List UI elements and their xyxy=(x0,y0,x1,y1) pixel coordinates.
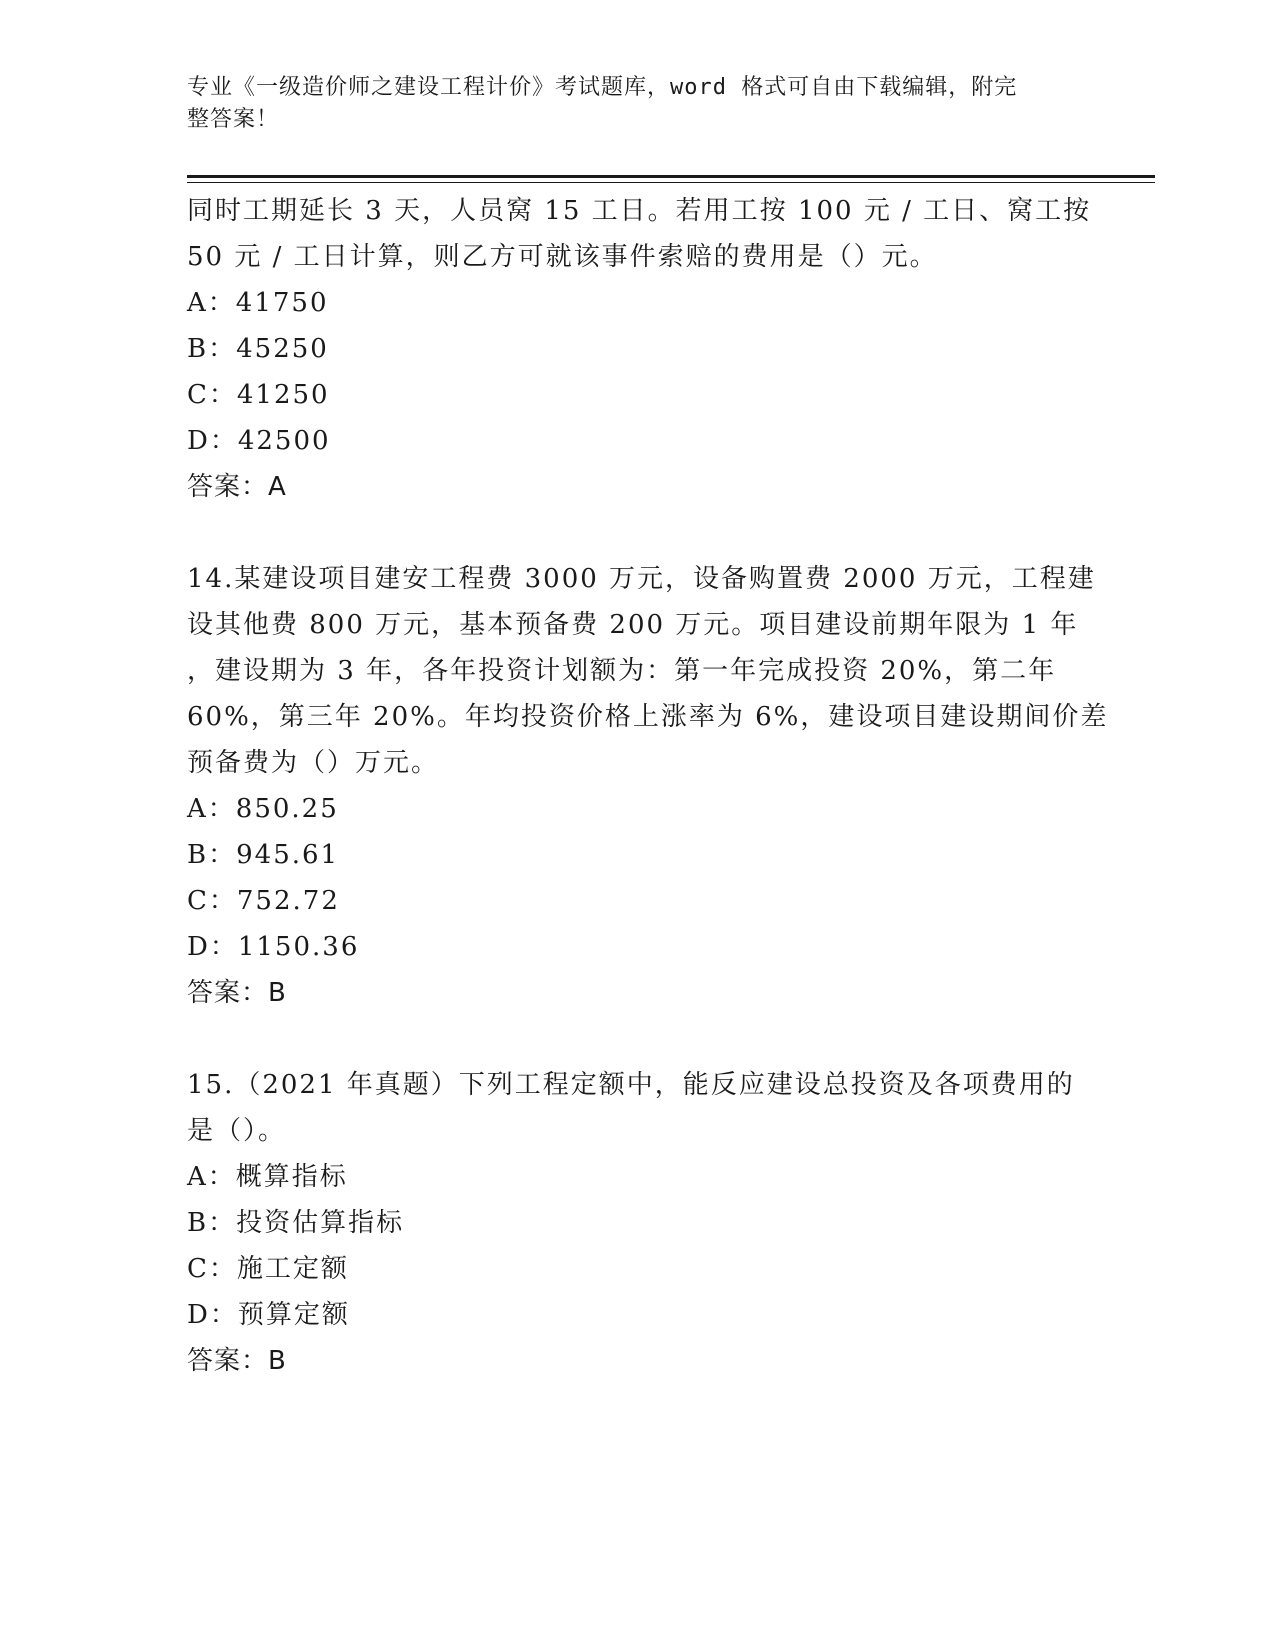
option-d: D：预算定额 xyxy=(187,1300,350,1330)
answer: 答案：A xyxy=(187,472,287,502)
document-header xyxy=(187,72,1067,136)
option-b: B：投资估算指标 xyxy=(187,1208,405,1238)
option-d: D：42500 xyxy=(187,426,331,456)
option-c: C：752.72 xyxy=(187,886,340,916)
question-stem-line: 预备费为（）万元。 xyxy=(187,748,440,778)
spacer xyxy=(187,1016,1087,1062)
header-line-2: 整答案！ xyxy=(187,107,280,132)
question-stem-line: 是（）。 xyxy=(187,1116,287,1146)
option-a: A：850.25 xyxy=(187,794,339,824)
question-15 xyxy=(187,1062,1087,1384)
header-rule-thin xyxy=(187,182,1155,183)
header-line-1: 专业《一级造价师之建设工程计价》考试题库，word 格式可自由下载编辑，附完 xyxy=(187,75,1018,100)
question-13 xyxy=(187,188,1092,510)
option-b: B：45250 xyxy=(187,334,329,364)
question-stem-line: 60%，第三年 20%。年均投资价格上涨率为 6%，建设项目建设期间价差 xyxy=(187,702,1109,732)
option-d: D：1150.36 xyxy=(187,932,360,962)
question-stem-line: 15.（2021 年真题）下列工程定额中，能反应建设总投资及各项费用的 xyxy=(187,1070,1075,1100)
option-a: A：41750 xyxy=(187,288,329,318)
spacer xyxy=(187,510,1087,556)
answer: 答案：B xyxy=(187,978,287,1008)
question-stem-line: 同时工期延长 3 天，人员窝 15 工日。若用工按 100 元 / 工日、窝工按 xyxy=(187,196,1092,226)
document-body xyxy=(187,188,1109,1384)
question-stem-line: 14.某建设项目建安工程费 3000 万元，设备购置费 2000 万元，工程建 xyxy=(187,564,1096,594)
answer: 答案：B xyxy=(187,1346,287,1376)
header-rule-thick xyxy=(187,175,1155,178)
question-stem-line: 50 元 / 工日计算，则乙方可就该事件索赔的费用是（）元。 xyxy=(187,242,938,272)
question-stem-line: ，建设期为 3 年，各年投资计划额为：第一年完成投资 20%，第二年 xyxy=(187,656,1057,686)
option-c: C：41250 xyxy=(187,380,330,410)
question-14 xyxy=(187,556,1109,1016)
option-c: C：施工定额 xyxy=(187,1254,349,1284)
option-a: A：概算指标 xyxy=(187,1162,348,1192)
option-b: B：945.61 xyxy=(187,840,340,870)
question-stem-line: 设其他费 800 万元，基本预备费 200 万元。项目建设前期年限为 1 年 xyxy=(187,610,1079,640)
